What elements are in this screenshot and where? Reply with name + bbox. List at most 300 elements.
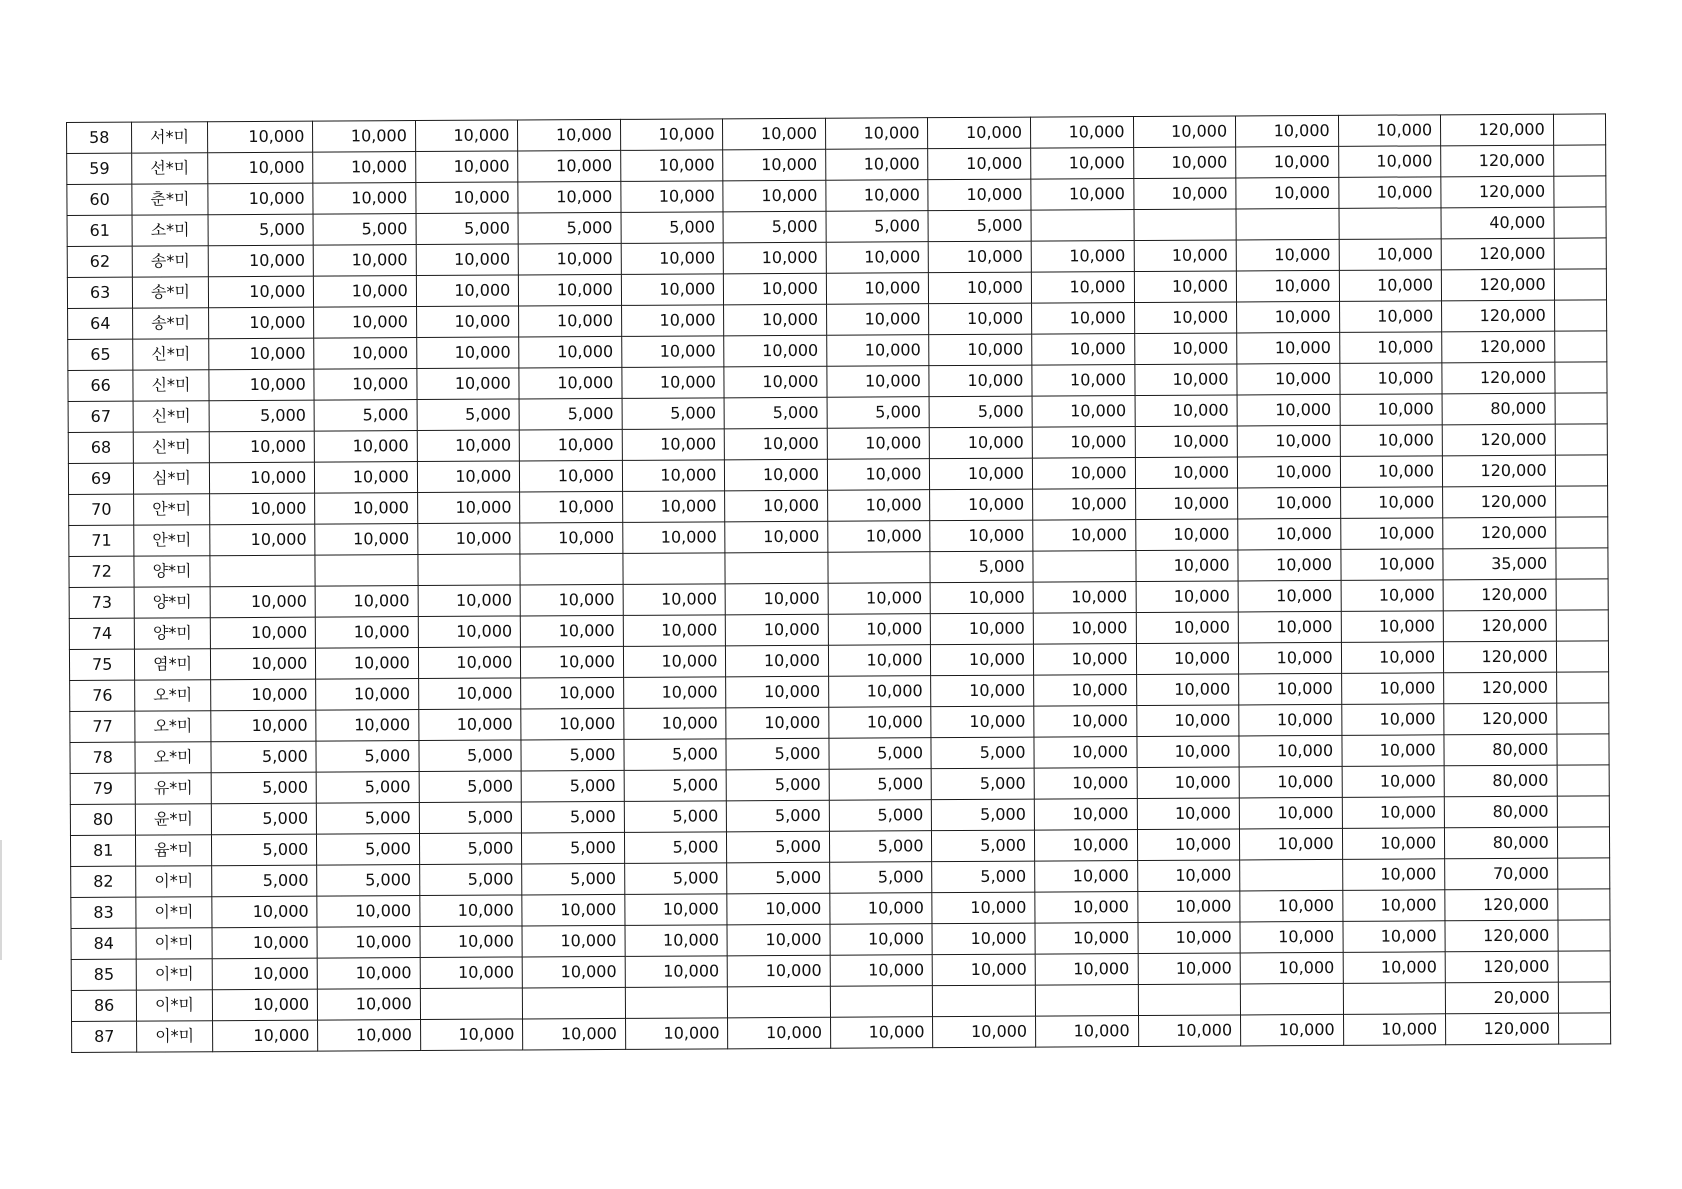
monthly-amount-cell: 10,000 bbox=[622, 491, 725, 523]
blank-note-cell bbox=[1557, 765, 1609, 796]
monthly-amount-cell: 5,000 bbox=[419, 771, 522, 803]
row-total-cell: 120,000 bbox=[1442, 300, 1555, 332]
monthly-amount-cell: 10,000 bbox=[826, 180, 929, 212]
monthly-amount-cell: 10,000 bbox=[1239, 735, 1342, 767]
monthly-amount-cell: 5,000 bbox=[826, 211, 929, 243]
monthly-amount-cell: 10,000 bbox=[828, 521, 931, 553]
monthly-amount-cell: 10,000 bbox=[1033, 582, 1136, 614]
monthly-amount-cell bbox=[933, 985, 1036, 1017]
blank-note-cell bbox=[1557, 796, 1609, 827]
blank-note-cell bbox=[1558, 982, 1610, 1013]
monthly-amount-cell: 10,000 bbox=[1133, 147, 1236, 179]
monthly-amount-cell: 10,000 bbox=[1035, 1016, 1138, 1048]
monthly-amount-cell bbox=[623, 553, 726, 585]
monthly-amount-cell: 10,000 bbox=[1340, 425, 1443, 457]
blank-note-cell bbox=[1557, 858, 1609, 889]
ledger-sheet bbox=[66, 113, 1611, 1053]
monthly-amount-cell: 5,000 bbox=[625, 863, 728, 895]
monthly-amount-cell: 5,000 bbox=[419, 864, 522, 896]
monthly-amount-cell: 10,000 bbox=[724, 242, 827, 274]
monthly-amount-cell: 10,000 bbox=[1341, 611, 1444, 643]
monthly-amount-cell: 10,000 bbox=[521, 677, 624, 709]
monthly-amount-cell: 10,000 bbox=[1135, 426, 1238, 458]
monthly-amount-cell: 10,000 bbox=[620, 119, 723, 151]
monthly-amount-cell: 10,000 bbox=[208, 307, 314, 339]
monthly-amount-cell: 10,000 bbox=[1339, 239, 1442, 271]
monthly-amount-cell: 5,000 bbox=[521, 770, 624, 802]
monthly-amount-cell: 10,000 bbox=[1137, 829, 1240, 861]
monthly-amount-cell: 10,000 bbox=[316, 617, 419, 649]
monthly-amount-cell bbox=[828, 552, 931, 584]
row-number-cell: 70 bbox=[69, 494, 135, 525]
monthly-amount-cell: 5,000 bbox=[518, 212, 621, 244]
monthly-amount-cell: 10,000 bbox=[314, 431, 417, 463]
monthly-amount-cell: 10,000 bbox=[930, 520, 1033, 552]
monthly-amount-cell: 10,000 bbox=[1031, 241, 1134, 273]
row-total-cell: 120,000 bbox=[1442, 455, 1555, 487]
blank-note-cell bbox=[1554, 331, 1606, 362]
monthly-amount-cell: 10,000 bbox=[830, 924, 933, 956]
monthly-amount-cell bbox=[1240, 859, 1343, 891]
monthly-amount-cell: 10,000 bbox=[827, 459, 930, 491]
monthly-amount-cell: 10,000 bbox=[1236, 146, 1339, 178]
monthly-amount-cell: 10,000 bbox=[520, 522, 623, 554]
monthly-amount-cell: 10,000 bbox=[1343, 1014, 1446, 1046]
monthly-amount-cell: 10,000 bbox=[315, 462, 418, 494]
row-number-cell: 85 bbox=[71, 959, 137, 990]
row-total-cell: 120,000 bbox=[1441, 238, 1554, 270]
row-number-cell: 75 bbox=[69, 649, 135, 680]
monthly-amount-cell: 10,000 bbox=[726, 707, 829, 739]
monthly-amount-cell: 10,000 bbox=[519, 367, 622, 399]
monthly-amount-cell: 10,000 bbox=[1236, 115, 1339, 147]
monthly-amount-cell: 10,000 bbox=[1035, 923, 1138, 955]
monthly-amount-cell: 10,000 bbox=[317, 927, 420, 959]
monthly-amount-cell: 10,000 bbox=[1236, 239, 1339, 271]
row-number-cell: 65 bbox=[68, 339, 134, 370]
monthly-amount-cell: 10,000 bbox=[1032, 334, 1135, 366]
monthly-amount-cell: 10,000 bbox=[827, 490, 930, 522]
monthly-amount-cell: 10,000 bbox=[932, 892, 1035, 924]
monthly-amount-cell bbox=[420, 988, 523, 1020]
monthly-amount-cell: 10,000 bbox=[314, 276, 417, 308]
member-name-cell: 소*미 bbox=[132, 215, 208, 246]
monthly-amount-cell: 10,000 bbox=[317, 896, 420, 928]
monthly-amount-cell: 10,000 bbox=[932, 923, 1035, 955]
monthly-amount-cell: 10,000 bbox=[621, 181, 724, 213]
monthly-amount-cell: 10,000 bbox=[928, 117, 1031, 149]
monthly-amount-cell: 10,000 bbox=[1135, 550, 1238, 582]
row-total-cell: 120,000 bbox=[1441, 114, 1554, 146]
row-total-cell: 120,000 bbox=[1444, 672, 1557, 704]
monthly-amount-cell: 10,000 bbox=[1034, 706, 1137, 738]
monthly-amount-cell bbox=[725, 552, 828, 584]
monthly-amount-cell: 5,000 bbox=[317, 865, 420, 897]
monthly-amount-cell: 10,000 bbox=[724, 335, 827, 367]
monthly-amount-cell: 5,000 bbox=[522, 801, 625, 833]
monthly-amount-cell: 10,000 bbox=[830, 1017, 933, 1049]
monthly-amount-cell: 10,000 bbox=[1138, 1015, 1241, 1047]
monthly-amount-cell: 5,000 bbox=[932, 830, 1035, 862]
monthly-amount-cell: 10,000 bbox=[1034, 830, 1137, 862]
monthly-amount-cell: 10,000 bbox=[1340, 549, 1443, 581]
monthly-amount-cell: 10,000 bbox=[519, 243, 622, 275]
monthly-amount-cell: 10,000 bbox=[1133, 116, 1236, 148]
monthly-amount-cell: 10,000 bbox=[1035, 954, 1138, 986]
row-number-cell: 69 bbox=[68, 463, 134, 494]
monthly-amount-cell: 5,000 bbox=[521, 739, 624, 771]
monthly-amount-cell: 10,000 bbox=[1135, 457, 1238, 489]
monthly-amount-cell: 10,000 bbox=[933, 1016, 1036, 1048]
monthly-amount-cell: 10,000 bbox=[1135, 395, 1238, 427]
row-total-cell: 120,000 bbox=[1443, 517, 1556, 549]
monthly-amount-cell: 10,000 bbox=[313, 245, 416, 277]
monthly-amount-cell: 10,000 bbox=[825, 118, 928, 150]
monthly-amount-cell: 10,000 bbox=[420, 957, 523, 989]
monthly-amount-cell bbox=[210, 555, 316, 587]
monthly-amount-cell bbox=[1035, 985, 1138, 1017]
monthly-amount-cell: 10,000 bbox=[416, 182, 519, 214]
monthly-amount-cell bbox=[418, 554, 521, 586]
monthly-amount-cell: 10,000 bbox=[416, 244, 519, 276]
monthly-amount-cell: 5,000 bbox=[727, 800, 830, 832]
monthly-amount-cell: 10,000 bbox=[829, 707, 932, 739]
monthly-amount-cell: 10,000 bbox=[419, 709, 522, 741]
row-total-cell: 120,000 bbox=[1441, 176, 1554, 208]
monthly-amount-cell: 10,000 bbox=[1033, 489, 1136, 521]
monthly-amount-cell: 5,000 bbox=[419, 740, 522, 772]
blank-note-cell bbox=[1557, 734, 1609, 765]
monthly-amount-cell: 5,000 bbox=[416, 213, 519, 245]
monthly-amount-cell: 10,000 bbox=[1134, 240, 1237, 272]
monthly-amount-cell: 10,000 bbox=[208, 245, 314, 277]
blank-note-cell bbox=[1555, 455, 1607, 486]
monthly-amount-cell: 10,000 bbox=[623, 584, 726, 616]
monthly-amount-cell: 10,000 bbox=[315, 493, 418, 525]
monthly-amount-cell: 5,000 bbox=[624, 801, 727, 833]
monthly-amount-cell: 10,000 bbox=[1237, 394, 1340, 426]
monthly-amount-cell: 10,000 bbox=[1031, 179, 1134, 211]
row-number-cell: 66 bbox=[68, 370, 134, 401]
row-total-cell: 120,000 bbox=[1442, 424, 1555, 456]
row-number-cell: 83 bbox=[71, 897, 137, 928]
monthly-amount-cell: 10,000 bbox=[1032, 365, 1135, 397]
monthly-amount-cell: 10,000 bbox=[209, 462, 315, 494]
monthly-amount-cell: 5,000 bbox=[417, 399, 520, 431]
monthly-amount-cell: 10,000 bbox=[522, 894, 625, 926]
monthly-amount-cell: 10,000 bbox=[1134, 364, 1237, 396]
monthly-amount-cell: 10,000 bbox=[828, 645, 931, 677]
member-name-cell: 춘*미 bbox=[132, 184, 208, 215]
ledger-body bbox=[67, 114, 1611, 1053]
monthly-amount-cell bbox=[1033, 551, 1136, 583]
monthly-amount-cell: 5,000 bbox=[932, 799, 1035, 831]
monthly-amount-cell: 10,000 bbox=[1135, 488, 1238, 520]
monthly-amount-cell: 10,000 bbox=[826, 242, 929, 274]
monthly-amount-cell: 10,000 bbox=[521, 708, 624, 740]
monthly-amount-cell: 10,000 bbox=[1341, 642, 1444, 674]
monthly-amount-cell: 5,000 bbox=[932, 768, 1035, 800]
row-total-cell: 120,000 bbox=[1442, 331, 1555, 363]
row-number-cell: 62 bbox=[67, 246, 133, 277]
row-number-cell: 73 bbox=[69, 587, 135, 618]
row-number-cell: 67 bbox=[68, 401, 134, 432]
row-number-cell: 68 bbox=[68, 432, 134, 463]
monthly-amount-cell: 10,000 bbox=[1239, 766, 1342, 798]
blank-note-cell bbox=[1557, 889, 1609, 920]
row-number-cell: 77 bbox=[70, 711, 136, 742]
row-number-cell: 82 bbox=[71, 866, 137, 897]
monthly-amount-cell: 10,000 bbox=[522, 956, 625, 988]
monthly-amount-cell: 10,000 bbox=[316, 710, 419, 742]
row-number-cell: 86 bbox=[71, 990, 137, 1021]
monthly-amount-cell: 10,000 bbox=[519, 305, 622, 337]
monthly-amount-cell: 10,000 bbox=[1136, 674, 1239, 706]
monthly-amount-cell: 10,000 bbox=[518, 150, 621, 182]
monthly-amount-cell: 10,000 bbox=[929, 303, 1032, 335]
row-number-cell: 74 bbox=[69, 618, 135, 649]
monthly-amount-cell: 10,000 bbox=[1032, 396, 1135, 428]
monthly-amount-cell: 10,000 bbox=[826, 273, 929, 305]
monthly-amount-cell: 10,000 bbox=[929, 365, 1032, 397]
member-name-cell: 신*미 bbox=[133, 339, 209, 370]
blank-note-cell bbox=[1556, 610, 1608, 641]
monthly-amount-cell: 10,000 bbox=[415, 120, 518, 152]
row-total-cell: 120,000 bbox=[1446, 1013, 1559, 1045]
monthly-amount-cell: 10,000 bbox=[1236, 270, 1339, 302]
monthly-amount-cell: 5,000 bbox=[211, 834, 317, 866]
monthly-amount-cell: 10,000 bbox=[1138, 922, 1241, 954]
member-name-cell: 오*미 bbox=[135, 742, 211, 773]
member-name-cell: 윰*미 bbox=[136, 835, 212, 866]
blank-note-cell bbox=[1554, 300, 1606, 331]
monthly-amount-cell: 10,000 bbox=[933, 954, 1036, 986]
monthly-amount-cell: 10,000 bbox=[316, 648, 419, 680]
monthly-amount-cell: 5,000 bbox=[519, 398, 622, 430]
monthly-amount-cell: 5,000 bbox=[522, 863, 625, 895]
monthly-amount-cell: 10,000 bbox=[212, 1020, 318, 1052]
monthly-amount-cell: 5,000 bbox=[211, 741, 317, 773]
monthly-amount-cell: 10,000 bbox=[931, 706, 1034, 738]
monthly-amount-cell: 10,000 bbox=[621, 305, 724, 337]
monthly-amount-cell: 10,000 bbox=[209, 369, 315, 401]
monthly-amount-cell bbox=[520, 553, 623, 585]
monthly-amount-cell: 10,000 bbox=[1340, 456, 1443, 488]
monthly-amount-cell: 5,000 bbox=[624, 739, 727, 771]
monthly-amount-cell: 10,000 bbox=[724, 366, 827, 398]
monthly-amount-cell: 10,000 bbox=[724, 273, 827, 305]
monthly-amount-cell: 10,000 bbox=[622, 367, 725, 399]
monthly-amount-cell: 5,000 bbox=[829, 800, 932, 832]
monthly-amount-cell: 10,000 bbox=[1136, 705, 1239, 737]
monthly-amount-cell: 5,000 bbox=[930, 396, 1033, 428]
monthly-amount-cell: 5,000 bbox=[622, 398, 725, 430]
monthly-amount-cell: 10,000 bbox=[727, 924, 830, 956]
row-number-cell: 61 bbox=[67, 215, 133, 246]
monthly-amount-cell: 10,000 bbox=[829, 676, 932, 708]
monthly-amount-cell: 10,000 bbox=[1341, 673, 1444, 705]
monthly-amount-cell: 5,000 bbox=[419, 802, 522, 834]
monthly-amount-cell: 10,000 bbox=[1340, 394, 1443, 426]
monthly-amount-cell: 10,000 bbox=[1134, 271, 1237, 303]
monthly-amount-cell: 10,000 bbox=[1342, 890, 1445, 922]
monthly-amount-cell: 10,000 bbox=[928, 179, 1031, 211]
monthly-amount-cell bbox=[1134, 209, 1237, 241]
monthly-amount-cell: 10,000 bbox=[1137, 891, 1240, 923]
monthly-amount-cell: 10,000 bbox=[518, 181, 621, 213]
row-number-cell: 87 bbox=[72, 1021, 138, 1052]
monthly-amount-cell: 10,000 bbox=[522, 925, 625, 957]
monthly-amount-cell: 10,000 bbox=[1034, 675, 1137, 707]
monthly-amount-cell: 5,000 bbox=[727, 831, 830, 863]
monthly-amount-cell: 10,000 bbox=[726, 645, 829, 677]
monthly-amount-cell: 10,000 bbox=[625, 956, 728, 988]
row-total-cell: 40,000 bbox=[1441, 207, 1554, 239]
monthly-amount-cell: 10,000 bbox=[931, 675, 1034, 707]
monthly-amount-cell: 5,000 bbox=[928, 210, 1031, 242]
member-name-cell: 선*미 bbox=[132, 153, 208, 184]
monthly-amount-cell: 10,000 bbox=[728, 955, 831, 987]
blank-note-cell bbox=[1558, 951, 1610, 982]
monthly-amount-cell: 10,000 bbox=[207, 121, 313, 153]
member-name-cell: 신*미 bbox=[134, 432, 210, 463]
row-number-cell: 59 bbox=[67, 153, 133, 184]
monthly-amount-cell: 10,000 bbox=[930, 427, 1033, 459]
monthly-amount-cell: 5,000 bbox=[211, 865, 317, 897]
monthly-amount-cell: 10,000 bbox=[1032, 427, 1135, 459]
blank-note-cell bbox=[1558, 920, 1610, 951]
monthly-amount-cell: 10,000 bbox=[828, 614, 931, 646]
monthly-amount-cell: 5,000 bbox=[419, 833, 522, 865]
monthly-amount-cell: 10,000 bbox=[826, 149, 929, 181]
monthly-amount-cell: 10,000 bbox=[212, 989, 318, 1021]
monthly-amount-cell: 10,000 bbox=[1135, 519, 1238, 551]
blank-note-cell bbox=[1555, 486, 1607, 517]
member-name-cell: 이*미 bbox=[137, 959, 213, 990]
row-total-cell: 120,000 bbox=[1443, 610, 1556, 642]
monthly-amount-cell: 10,000 bbox=[1238, 611, 1341, 643]
monthly-amount-cell: 10,000 bbox=[1035, 861, 1138, 893]
monthly-amount-cell: 10,000 bbox=[313, 152, 416, 184]
monthly-amount-cell: 10,000 bbox=[417, 492, 520, 524]
row-total-cell: 80,000 bbox=[1444, 765, 1557, 797]
monthly-amount-cell: 5,000 bbox=[829, 769, 932, 801]
monthly-amount-cell: 10,000 bbox=[724, 304, 827, 336]
monthly-amount-cell: 10,000 bbox=[313, 121, 416, 153]
monthly-amount-cell: 10,000 bbox=[827, 366, 930, 398]
monthly-amount-cell: 10,000 bbox=[931, 644, 1034, 676]
monthly-amount-cell: 10,000 bbox=[623, 522, 726, 554]
monthly-amount-cell: 10,000 bbox=[1342, 797, 1445, 829]
blank-note-cell bbox=[1554, 269, 1606, 300]
monthly-amount-cell: 10,000 bbox=[1034, 737, 1137, 769]
monthly-amount-cell: 10,000 bbox=[317, 958, 420, 990]
row-total-cell: 80,000 bbox=[1442, 393, 1555, 425]
monthly-amount-cell: 5,000 bbox=[211, 772, 317, 804]
monthly-amount-cell bbox=[728, 986, 831, 1018]
member-name-cell: 송*미 bbox=[133, 246, 209, 277]
member-name-cell: 이*미 bbox=[137, 990, 213, 1021]
monthly-amount-cell: 10,000 bbox=[417, 461, 520, 493]
monthly-amount-cell bbox=[1031, 210, 1134, 242]
monthly-amount-cell: 10,000 bbox=[827, 335, 930, 367]
monthly-amount-cell: 10,000 bbox=[1340, 487, 1443, 519]
monthly-amount-cell: 5,000 bbox=[316, 772, 419, 804]
monthly-amount-cell: 10,000 bbox=[1137, 860, 1240, 892]
monthly-amount-cell bbox=[1240, 983, 1343, 1015]
monthly-amount-cell: 10,000 bbox=[828, 583, 931, 615]
monthly-amount-cell: 10,000 bbox=[1138, 953, 1241, 985]
member-name-cell: 이*미 bbox=[137, 1021, 213, 1052]
row-total-cell: 120,000 bbox=[1442, 362, 1555, 394]
monthly-amount-cell: 10,000 bbox=[725, 428, 828, 460]
monthly-amount-cell: 10,000 bbox=[314, 369, 417, 401]
monthly-amount-cell: 10,000 bbox=[1031, 272, 1134, 304]
monthly-amount-cell: 10,000 bbox=[1034, 768, 1137, 800]
monthly-amount-cell: 10,000 bbox=[417, 337, 520, 369]
monthly-amount-cell: 10,000 bbox=[210, 679, 316, 711]
monthly-amount-cell: 10,000 bbox=[1339, 301, 1442, 333]
member-name-cell: 송*미 bbox=[133, 277, 209, 308]
monthly-amount-cell: 5,000 bbox=[930, 551, 1033, 583]
monthly-amount-cell: 5,000 bbox=[313, 214, 416, 246]
monthly-amount-cell: 10,000 bbox=[208, 338, 314, 370]
monthly-amount-cell: 10,000 bbox=[318, 989, 421, 1021]
monthly-amount-cell: 10,000 bbox=[417, 430, 520, 462]
monthly-amount-cell: 10,000 bbox=[1237, 332, 1340, 364]
blank-note-cell bbox=[1556, 641, 1608, 672]
monthly-amount-cell: 10,000 bbox=[418, 523, 521, 555]
member-name-cell: 심*미 bbox=[134, 463, 210, 494]
monthly-amount-cell: 10,000 bbox=[726, 614, 829, 646]
row-number-cell: 84 bbox=[71, 928, 137, 959]
monthly-amount-cell: 10,000 bbox=[1136, 612, 1239, 644]
monthly-amount-cell: 10,000 bbox=[1133, 178, 1236, 210]
monthly-amount-cell: 10,000 bbox=[830, 893, 933, 925]
monthly-amount-cell: 10,000 bbox=[930, 489, 1033, 521]
blank-note-cell bbox=[1556, 672, 1608, 703]
monthly-amount-cell: 10,000 bbox=[1342, 766, 1445, 798]
row-total-cell: 120,000 bbox=[1445, 920, 1558, 952]
monthly-amount-cell: 10,000 bbox=[1033, 644, 1136, 676]
monthly-amount-cell bbox=[1339, 208, 1442, 240]
row-total-cell: 70,000 bbox=[1445, 858, 1558, 890]
monthly-amount-cell: 10,000 bbox=[1240, 890, 1343, 922]
monthly-amount-cell: 10,000 bbox=[928, 148, 1031, 180]
monthly-amount-cell: 10,000 bbox=[314, 338, 417, 370]
row-total-cell: 120,000 bbox=[1445, 889, 1558, 921]
monthly-amount-cell: 10,000 bbox=[725, 459, 828, 491]
monthly-amount-cell: 10,000 bbox=[313, 183, 416, 215]
monthly-amount-cell: 10,000 bbox=[1236, 177, 1339, 209]
blank-note-cell bbox=[1556, 703, 1608, 734]
member-name-cell: 안*미 bbox=[134, 525, 210, 556]
monthly-amount-cell: 10,000 bbox=[623, 677, 726, 709]
monthly-amount-cell: 10,000 bbox=[725, 583, 828, 615]
monthly-amount-cell: 10,000 bbox=[420, 926, 523, 958]
monthly-amount-cell: 10,000 bbox=[622, 336, 725, 368]
monthly-amount-cell: 5,000 bbox=[621, 212, 724, 244]
monthly-amount-cell: 10,000 bbox=[1137, 767, 1240, 799]
monthly-amount-cell: 10,000 bbox=[420, 1019, 523, 1051]
monthly-amount-cell: 10,000 bbox=[316, 679, 419, 711]
monthly-amount-cell: 10,000 bbox=[930, 458, 1033, 490]
monthly-amount-cell: 5,000 bbox=[931, 737, 1034, 769]
member-name-cell: 안*미 bbox=[134, 494, 210, 525]
row-total-cell: 80,000 bbox=[1445, 827, 1558, 859]
monthly-amount-cell: 10,000 bbox=[1240, 952, 1343, 984]
monthly-amount-cell: 10,000 bbox=[625, 894, 728, 926]
